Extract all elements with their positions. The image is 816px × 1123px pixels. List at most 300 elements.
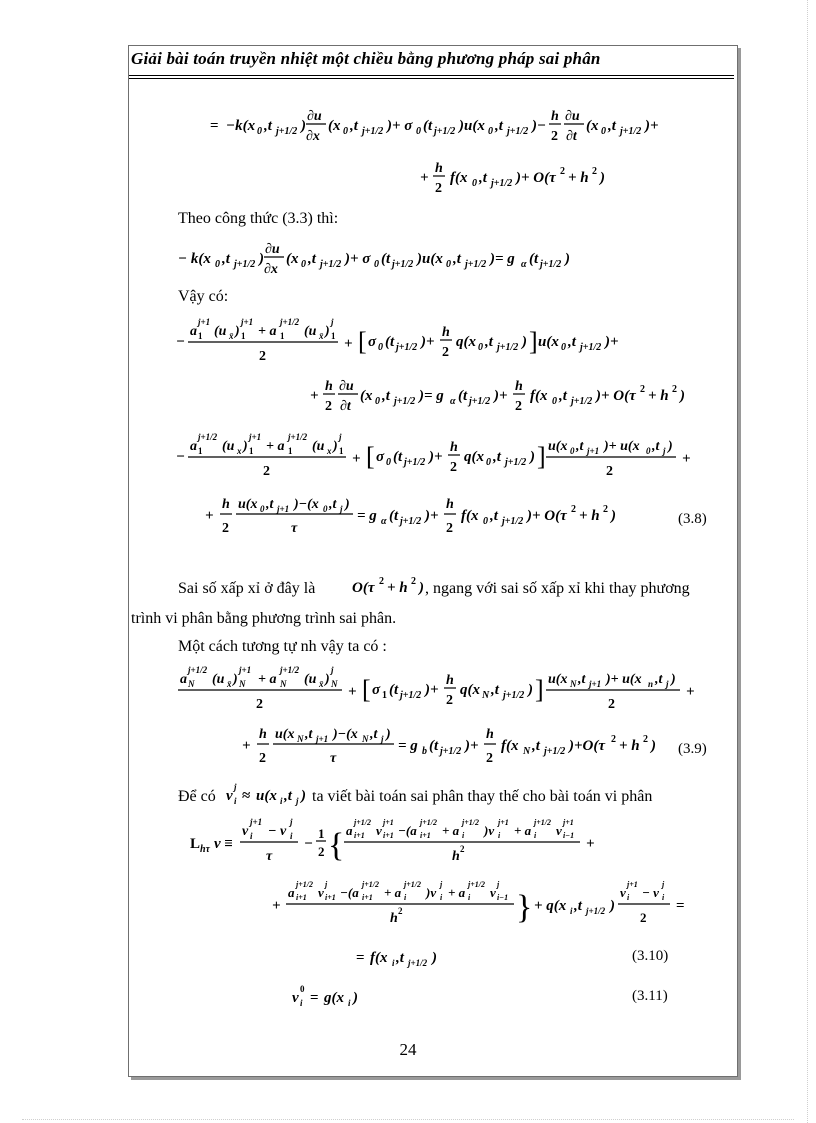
svg-text:a: a [190,324,197,339]
svg-text:−: − [176,449,186,465]
svg-text:j+1/2: j+1/2 [400,516,422,527]
svg-text:∂u: ∂u [565,109,580,124]
svg-text:j+1/2: j+1/2 [276,126,298,137]
svg-text:i: i [392,958,395,968]
svg-text:2: 2 [256,697,263,712]
svg-text:v: v [292,990,299,1006]
svg-text:)+ O(τ: )+ O(τ [596,388,636,404]
svg-text:2: 2 [263,464,270,479]
svg-text:,t: ,t [485,334,493,350]
svg-text:1: 1 [382,690,387,701]
svg-text:∂t: ∂t [340,399,351,414]
svg-text:[: [ [358,327,367,356]
equation-line-1 [210,100,680,155]
svg-text:j+1/2: j+1/2 [491,178,513,189]
svg-text:j+1/2: j+1/2 [434,126,456,137]
svg-text:x̄: x̄ [319,331,324,341]
svg-text:i: i [290,831,293,841]
svg-text:j+1: j+1 [277,504,290,514]
svg-text:τ: τ [330,751,337,766]
svg-text:j: j [663,446,666,456]
svg-text:): ) [600,170,605,186]
svg-text:i: i [627,893,630,902]
svg-text:i−1: i−1 [497,893,509,902]
svg-text:,t: ,t [655,672,663,687]
svg-text:i: i [462,831,465,840]
svg-text:1: 1 [280,331,285,341]
svg-text:[: [ [366,442,375,471]
svg-text:+ a: + a [266,439,285,454]
svg-text:− k(x: − k(x [178,251,211,267]
svg-text:x̄: x̄ [319,679,324,689]
svg-text:(t: (t [389,508,399,524]
svg-text:)+: )+ [645,118,659,134]
svg-text:f(x: f(x [530,388,548,404]
svg-text:2: 2 [606,464,613,479]
svg-text:i+1: i+1 [325,893,336,902]
svg-text:2: 2 [571,504,576,515]
svg-text:+ q(x: + q(x [534,898,567,914]
equation-line-13 [292,978,382,1015]
svg-text:0: 0 [374,259,379,270]
svg-text:(t: (t [458,388,468,404]
svg-text:(u: (u [304,324,317,339]
svg-text:v ≡: v ≡ [214,836,233,852]
svg-text:u(x: u(x [238,497,258,512]
svg-text:h: h [486,727,494,742]
svg-text:h: h [450,440,458,455]
equation-number-3-9: (3.9) [678,741,707,757]
svg-text:O(τ: O(τ [352,580,375,596]
page-number: 24 [399,1040,417,1059]
svg-text:2: 2 [486,751,493,766]
svg-text:(x: (x [586,118,599,134]
equation-line-12 [356,938,456,975]
svg-text:j: j [325,880,328,889]
svg-text:v: v [556,823,562,838]
svg-text:σ: σ [376,449,385,465]
svg-text:i: i [440,893,443,902]
svg-text:j+1/2: j+1/2 [534,818,552,827]
paragraph-mot-cach: Một cách tương tự nh vậy ta có : [178,638,387,655]
svg-text:0: 0 [488,126,493,137]
svg-text:j+1/2: j+1/2 [571,396,593,407]
paragraph-vay-co: Vậy có: [178,288,229,305]
svg-text:): ) [325,672,330,687]
svg-text:j+1: j+1 [250,817,263,827]
svg-text:j+1/2: j+1/2 [280,317,300,327]
svg-text:j+1/2: j+1/2 [497,342,519,353]
svg-text:): ) [325,324,330,339]
svg-text:,t: ,t [350,118,358,134]
svg-text:v: v [242,824,249,839]
svg-text:j: j [497,880,500,889]
svg-text:h: h [259,727,267,742]
svg-text:(u: (u [212,672,225,687]
svg-text:)u(x: )u(x [417,251,443,267]
svg-text:j+1/2: j+1/2 [469,396,491,407]
svg-text:j+1: j+1 [249,432,262,442]
svg-text:,t: ,t [490,508,498,524]
svg-text:j+1/2: j+1/2 [320,259,342,270]
svg-text:,t: ,t [453,251,461,267]
svg-text:∂x: ∂x [264,262,278,277]
svg-text:)v: )v [426,885,437,900]
svg-text:): ) [651,738,656,754]
svg-text:v: v [376,823,382,838]
svg-text:−(a: −(a [398,823,417,838]
svg-text:N: N [188,679,195,689]
svg-text:+ a: + a [258,672,277,687]
svg-text:)v: )v [484,823,495,838]
svg-text:(x: (x [360,388,373,404]
equation-number-3-8: (3.8) [678,511,707,527]
svg-text:j+1/2: j+1/2 [354,818,372,827]
svg-text:]: ] [535,675,544,704]
svg-text:0: 0 [446,259,451,270]
svg-text:q(x: q(x [460,682,480,698]
svg-text:0: 0 [215,259,220,270]
svg-text:(t: (t [385,334,395,350]
svg-text:j: j [234,782,237,792]
right-dotted-guide [807,0,808,1123]
svg-text:j+1/2: j+1/2 [544,746,566,757]
svg-text:): ) [345,497,350,512]
svg-text:j+1/2: j+1/2 [404,457,426,468]
svg-text:)+: )+ [425,508,439,524]
svg-text:x: x [327,446,332,456]
svg-text:u(x: u(x [538,334,559,350]
svg-text:+: + [686,684,695,700]
equation-line-9 [242,720,662,775]
svg-text:): ) [259,251,264,267]
svg-text:0: 0 [472,178,477,189]
svg-text:+: + [242,738,251,754]
svg-text:]: ] [537,442,546,471]
svg-text:i+1: i+1 [354,831,365,840]
equation-line-6 [176,425,706,490]
svg-text:0: 0 [378,342,383,353]
svg-text:i: i [280,796,283,806]
svg-text:2: 2 [411,576,416,587]
svg-text:}: } [516,889,533,926]
svg-text:0: 0 [601,126,606,137]
svg-text:0: 0 [416,126,421,137]
svg-text:u(x: u(x [275,727,295,742]
svg-text:+: + [348,684,357,700]
svg-text:0: 0 [552,396,557,407]
svg-text:(x: (x [328,118,341,134]
svg-text:)−: )− [532,118,547,134]
svg-text:2: 2 [611,734,616,745]
svg-text:j+1: j+1 [239,665,252,675]
svg-text:,t: ,t [608,118,616,134]
svg-text:)+ O(τ: )+ O(τ [527,508,567,524]
svg-text:)−(x: )−(x [294,497,319,512]
paragraph-de-co-2: ta viết bài toán sai phân thay thế cho bài toán vi phân [312,788,653,805]
svg-text:j+1/2: j+1/2 [507,126,529,137]
svg-text:2: 2 [398,906,403,916]
svg-text:0: 0 [478,342,483,353]
svg-text:x̄: x̄ [227,679,232,689]
svg-text:∂u: ∂u [339,379,354,394]
svg-text:i: i [348,998,351,1008]
svg-text:x̄: x̄ [229,331,234,341]
svg-text:2: 2 [551,129,558,144]
svg-text:−k(x: −k(x [226,118,256,134]
svg-text:(t: (t [381,251,391,267]
svg-text:,t: ,t [574,898,582,914]
svg-text:= g: = g [398,738,418,754]
svg-text:): ) [668,439,673,454]
svg-text:2: 2 [446,521,453,536]
svg-text:τ: τ [266,849,273,864]
svg-text:α: α [450,396,456,407]
svg-text:j+1/2: j+1/2 [468,880,486,889]
equation-number-3-10: (3.10) [632,948,669,964]
svg-text:0: 0 [260,504,265,514]
svg-text:+ a: + a [258,324,277,339]
svg-text:i: i [250,831,253,841]
equation-line-10 [190,810,630,875]
svg-text:1: 1 [318,826,325,841]
svg-text:=: = [676,898,685,914]
svg-text:j+1/2: j+1/2 [362,126,384,137]
equation-line-4 [176,310,646,375]
equation-inline-O [352,568,432,605]
svg-text:i: i [300,998,303,1008]
svg-text:f(x: f(x [450,170,468,186]
svg-text:0: 0 [301,259,306,270]
svg-text:j+1/2: j+1/2 [280,665,300,675]
svg-text:,t: ,t [222,251,230,267]
svg-text:,t: ,t [532,738,540,754]
svg-text:τ: τ [291,521,298,536]
svg-text:j+1: j+1 [198,317,211,327]
svg-text:f(x: f(x [461,508,479,524]
svg-text:x: x [237,446,242,456]
svg-text:2: 2 [222,521,229,536]
svg-text:=: = [356,950,365,966]
svg-text:2: 2 [259,349,266,364]
svg-text:2: 2 [608,697,615,712]
svg-text:j+1: j+1 [589,679,602,689]
svg-text:(t: (t [529,251,539,267]
svg-text:(u: (u [222,439,235,454]
svg-text:): ) [235,324,240,339]
svg-text:2: 2 [259,751,266,766]
svg-text:): ) [611,508,616,524]
svg-text:1: 1 [288,446,293,456]
svg-text:u(x: u(x [548,439,568,454]
header-rule [129,75,734,76]
svg-text:0: 0 [375,396,380,407]
svg-text:,t: ,t [568,334,576,350]
svg-text:): ) [353,990,358,1006]
svg-text:+ h: + h [648,388,669,404]
svg-text:j+1/2: j+1/2 [440,746,462,757]
svg-text:,t: ,t [559,388,567,404]
svg-text:+ h: + h [619,738,640,754]
svg-text:2: 2 [560,166,565,177]
svg-text:+ a: + a [384,885,402,900]
svg-text:= g: = g [357,508,377,524]
svg-text:): ) [243,439,248,454]
svg-text:∂u: ∂u [307,109,322,124]
svg-text:N: N [297,734,304,744]
svg-text:− v: − v [268,824,287,839]
svg-text:): ) [386,727,391,742]
svg-text:+: + [586,836,595,852]
svg-text:∂x: ∂x [306,129,320,144]
svg-text:)+O(τ: )+O(τ [569,738,606,754]
svg-text:)+ u(x: )+ u(x [604,439,640,454]
svg-text:j+1/2: j+1/2 [586,906,606,916]
svg-text:(t: (t [429,738,439,754]
svg-text:j: j [381,734,384,744]
svg-text:): ) [301,118,306,134]
svg-text:)+: )+ [425,682,439,698]
paragraph-sai-so-1: Sai số xấp xỉ ở đây là [178,580,316,597]
svg-text:j+1/2: j+1/2 [503,690,525,701]
svg-text:j+1/2: j+1/2 [288,432,308,442]
svg-text:h: h [390,911,398,926]
svg-text:1: 1 [198,446,203,456]
svg-text:1: 1 [331,331,336,341]
svg-text:+: + [344,336,353,352]
paragraph-theo-cong-thuc: Theo công thức (3.3) thì: [178,210,339,227]
svg-text:j+1: j+1 [587,446,600,456]
svg-text:N: N [523,746,531,757]
svg-text:−: − [176,334,186,350]
svg-text:j+1: j+1 [563,818,574,827]
svg-text:): ) [301,788,306,804]
equation-line-11 [272,872,712,937]
svg-text:,t: ,t [493,449,501,465]
svg-text:f(x: f(x [370,950,388,966]
svg-text:i+1: i+1 [296,893,307,902]
svg-text:N: N [482,690,490,701]
svg-text:)u(x: )u(x [459,118,485,134]
svg-text:a: a [180,672,187,687]
svg-text:,t: ,t [396,950,404,966]
svg-text:1: 1 [249,446,254,456]
svg-text:+: + [682,451,691,467]
svg-text:j+1/2: j+1/2 [392,259,414,270]
svg-text:h: h [446,673,454,688]
svg-text:0: 0 [386,457,391,468]
svg-text:j+1/2: j+1/2 [362,880,380,889]
svg-text:j+1/2: j+1/2 [400,690,422,701]
svg-text:2: 2 [442,345,449,360]
svg-text:2: 2 [643,734,648,745]
svg-text:0: 0 [323,504,328,514]
svg-text:h: h [515,379,523,394]
svg-text:): ) [522,334,527,350]
svg-text:2: 2 [446,693,453,708]
running-header: Giải bài toán truyền nhiệt một chiều bằng phương pháp sai phân [131,49,601,68]
svg-text:+: + [352,451,361,467]
bottom-dotted-guide [22,1119,794,1120]
svg-text:u(x: u(x [256,788,277,804]
svg-text:,t: ,t [305,727,313,742]
svg-text:+ a: + a [442,823,460,838]
svg-text:2: 2 [318,844,325,859]
svg-text:(u: (u [312,439,325,454]
svg-text:]: ] [529,327,538,356]
svg-text:i: i [662,893,665,902]
svg-text:)+: )+ [429,449,443,465]
svg-text:1: 1 [339,446,344,456]
svg-text:)+: )+ [605,334,619,350]
svg-text:+ a: + a [514,823,532,838]
svg-text:N: N [362,734,369,744]
svg-text:j+1/2: j+1/2 [620,126,642,137]
svg-text:2: 2 [325,399,332,414]
svg-text:{: { [328,827,345,864]
svg-text:j: j [331,317,334,327]
svg-text:,t: ,t [264,118,272,134]
svg-text:−(a: −(a [340,885,359,900]
svg-text:)+: )+ [465,738,479,754]
svg-text:=: = [310,990,319,1006]
svg-text:0: 0 [570,446,575,456]
svg-text:+: + [205,508,214,524]
svg-text:(x: (x [286,251,299,267]
svg-text:+: + [420,170,429,186]
svg-text:2: 2 [640,910,647,925]
svg-text:j+1/2: j+1/2 [540,259,562,270]
equation-line-8 [178,658,708,723]
svg-text:(t: (t [393,449,403,465]
svg-text:j: j [666,679,669,689]
svg-text:): ) [333,439,338,454]
svg-text:,t: ,t [491,682,499,698]
svg-text:+ h: + h [568,170,589,186]
svg-text:)= g: )= g [490,251,515,267]
svg-text:1: 1 [241,331,246,341]
svg-text:f(x: f(x [501,738,519,754]
svg-text:=: = [210,118,219,134]
svg-text:j+1: j+1 [627,880,638,889]
equation-line-7 [205,490,645,545]
equation-line-5 [310,373,690,423]
svg-text:hτ: hτ [200,844,210,855]
svg-text:): ) [432,950,437,966]
svg-text:): ) [530,449,535,465]
svg-text:a: a [190,439,197,454]
svg-text:0: 0 [486,457,491,468]
svg-text:g(x: g(x [324,990,344,1006]
svg-text:2: 2 [379,576,384,587]
svg-text:+: + [272,898,281,914]
svg-text:(t: (t [389,682,399,698]
svg-text:,t: ,t [329,497,337,512]
svg-text:j+1/2: j+1/2 [394,396,416,407]
svg-text:)+: )+ [494,388,508,404]
paragraph-sai-so-3: trình vi phân bằng phương trình sai phân. [131,610,397,627]
svg-text:≈: ≈ [242,788,251,804]
svg-text:j+1: j+1 [241,317,254,327]
svg-text:j+1/2: j+1/2 [198,432,218,442]
svg-text:L: L [190,836,201,852]
svg-text:h: h [435,161,443,176]
svg-text:(t: (t [423,118,433,134]
svg-text:h: h [446,497,454,512]
svg-text:v: v [318,885,324,900]
svg-text:0: 0 [646,446,651,456]
svg-text:v: v [226,788,233,804]
